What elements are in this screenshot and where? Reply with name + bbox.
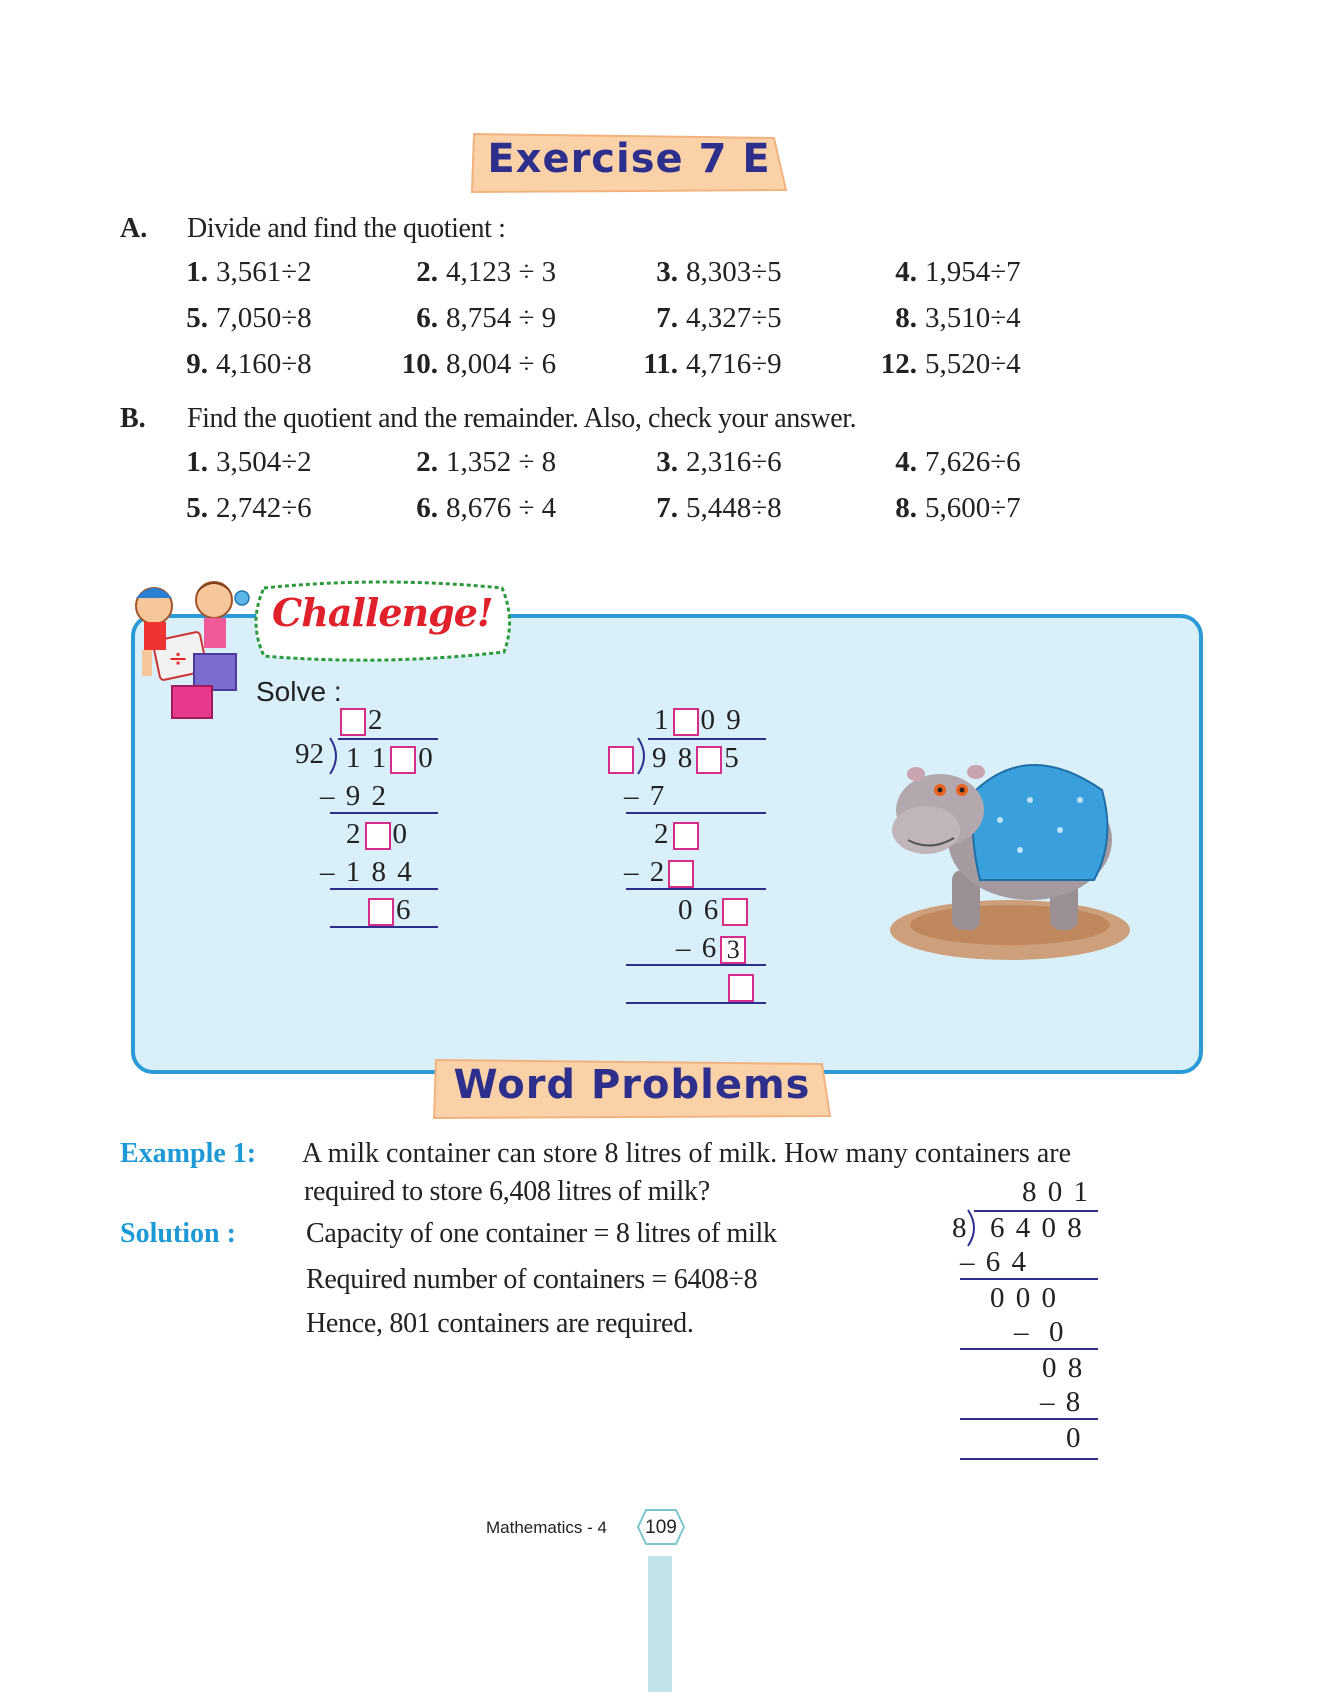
div1-line-4: [330, 926, 438, 928]
svg-text:÷: ÷: [168, 644, 189, 672]
hippo-illustration: [880, 730, 1140, 970]
problem-item: 4. 1,954÷7: [895, 256, 1021, 288]
example-line-1: A milk container can store 8 litres of milk. How many containers are: [302, 1138, 1072, 1169]
section-b-letter: B.: [120, 403, 146, 434]
solution-line-3: Hence, 801 containers are required.: [306, 1308, 694, 1339]
problem-item: 1. 3,561÷2: [186, 256, 312, 288]
blank-box: [368, 898, 394, 926]
solution-line-1: Capacity of one container = 8 litres of milk: [306, 1218, 777, 1249]
div1-divisor: 92: [295, 738, 324, 770]
problem-item: 6. 8,676 ÷ 4: [416, 492, 557, 524]
page-tab-stripe: [648, 1556, 672, 1692]
problem-item: 8. 3,510÷4: [895, 302, 1021, 334]
div2-final: [726, 970, 756, 1003]
div2-subtract-2: – 2: [624, 856, 696, 889]
div2-top-line: [648, 738, 766, 740]
div2-line-3: [626, 888, 766, 890]
div2-remainder-1: 2: [654, 818, 701, 851]
problem-item: 9. 4,160÷8: [186, 348, 312, 380]
ex-line-5: [960, 1458, 1098, 1460]
problem-item: 7. 5,448÷8: [656, 492, 782, 524]
ex-remainder-2: 0 8: [1042, 1352, 1085, 1384]
challenge-title: Challenge!: [272, 590, 493, 635]
section-a-instruction: Divide and find the quotient :: [187, 213, 506, 244]
problem-item: 10. 8,004 ÷ 6: [401, 348, 557, 380]
exercise-title: Exercise 7 E: [487, 136, 771, 182]
problem-item: 3. 8,303÷5: [656, 256, 782, 288]
ex-quotient: 8 0 1: [1022, 1176, 1090, 1208]
ex-subtract-2: – 0: [1014, 1316, 1066, 1348]
ex-line-2: [960, 1278, 1098, 1280]
problem-item: 6. 8,754 ÷ 9: [416, 302, 557, 334]
word-problems-title: Word Problems: [453, 1062, 811, 1108]
blank-box: [673, 708, 699, 736]
blank-box: [668, 860, 694, 888]
solution-label: Solution :: [120, 1218, 236, 1249]
problem-item: 7. 4,327÷5: [656, 302, 782, 334]
page-number: 109: [645, 1517, 677, 1538]
problem-item: 5. 2,742÷6: [186, 492, 312, 524]
ex-subtract-1: – 6 4: [960, 1246, 1028, 1278]
div2-divisor: [606, 742, 636, 775]
div1-dividend: 1 1 0: [346, 742, 435, 774]
division-bracket: [636, 736, 652, 776]
div2-quotient: 1 0 9: [654, 704, 743, 736]
section-b-instruction: Find the quotient and the remainder. Also, check your answer.: [187, 403, 857, 434]
div2-line-2: [626, 812, 766, 814]
problem-item: 11. 4,716÷9: [643, 348, 782, 380]
div2-remainder-2: 0 6: [678, 894, 750, 927]
div1-line-2: [330, 812, 438, 814]
problem-item: 5. 7,050÷8: [186, 302, 312, 334]
problem-item: 8. 5,600÷7: [895, 492, 1021, 524]
example-line-2: required to store 6,408 litres of milk?: [304, 1176, 710, 1207]
division-bracket: [328, 736, 344, 776]
div1-final: 6: [366, 894, 413, 927]
div2-subtract-3: – 6 3: [676, 932, 748, 965]
div2-line-4: [626, 964, 766, 966]
solve-label: Solve :: [256, 676, 342, 707]
problem-item: 2. 4,123 ÷ 3: [416, 256, 557, 288]
problem-item: 1. 3,504÷2: [186, 446, 312, 478]
div2-line-5: [626, 1002, 766, 1004]
blank-box: [696, 746, 722, 774]
problem-item: 12. 5,520÷4: [880, 348, 1021, 380]
section-a-letter: A.: [120, 213, 148, 244]
ex-dividend: 6 4 0 8: [990, 1212, 1084, 1244]
filled-box: 3: [720, 936, 746, 964]
kids-illustration: [124, 576, 264, 726]
division-bracket: [966, 1208, 982, 1248]
blank-box: [365, 822, 391, 850]
problem-item: 3. 2,316÷6: [656, 446, 782, 478]
blank-box: [722, 898, 748, 926]
div1-subtract-1: – 9 2: [320, 780, 388, 812]
blank-box: [340, 708, 366, 736]
problem-item: 4. 7,626÷6: [895, 446, 1021, 478]
blank-box: [608, 746, 634, 774]
footer-book-title: Mathematics - 4: [486, 1518, 607, 1537]
ex-divisor: 8: [952, 1212, 969, 1244]
div1-subtract-2: – 1 8 4: [320, 856, 414, 888]
blank-box: [673, 822, 699, 850]
blank-box: [728, 974, 754, 1002]
div1-quotient: 2: [338, 704, 385, 737]
blank-box: [390, 746, 416, 774]
div1-top-line: [338, 738, 438, 740]
div2-subtract-1: – 7: [624, 780, 667, 812]
challenge-tag: [246, 580, 516, 670]
ex-line-4: [960, 1418, 1098, 1420]
word-problems-banner: [430, 1056, 834, 1118]
example-label: Example 1:: [120, 1138, 257, 1169]
div2-dividend: 9 8 5: [652, 742, 741, 774]
ex-line-3: [960, 1348, 1098, 1350]
div1-line-3: [330, 888, 438, 890]
problem-item: 2. 1,352 ÷ 8: [416, 446, 557, 478]
page-number-badge: [636, 1508, 686, 1546]
ex-subtract-3: – 8: [1040, 1386, 1083, 1418]
ex-remainder-1: 0 0 0: [990, 1282, 1058, 1314]
ex-remainder-3: 0: [1066, 1422, 1083, 1454]
solution-line-2: Required number of containers = 6408÷8: [306, 1264, 758, 1295]
div1-remainder-1: 2 0: [346, 818, 409, 850]
exercise-title-banner: [468, 130, 790, 192]
